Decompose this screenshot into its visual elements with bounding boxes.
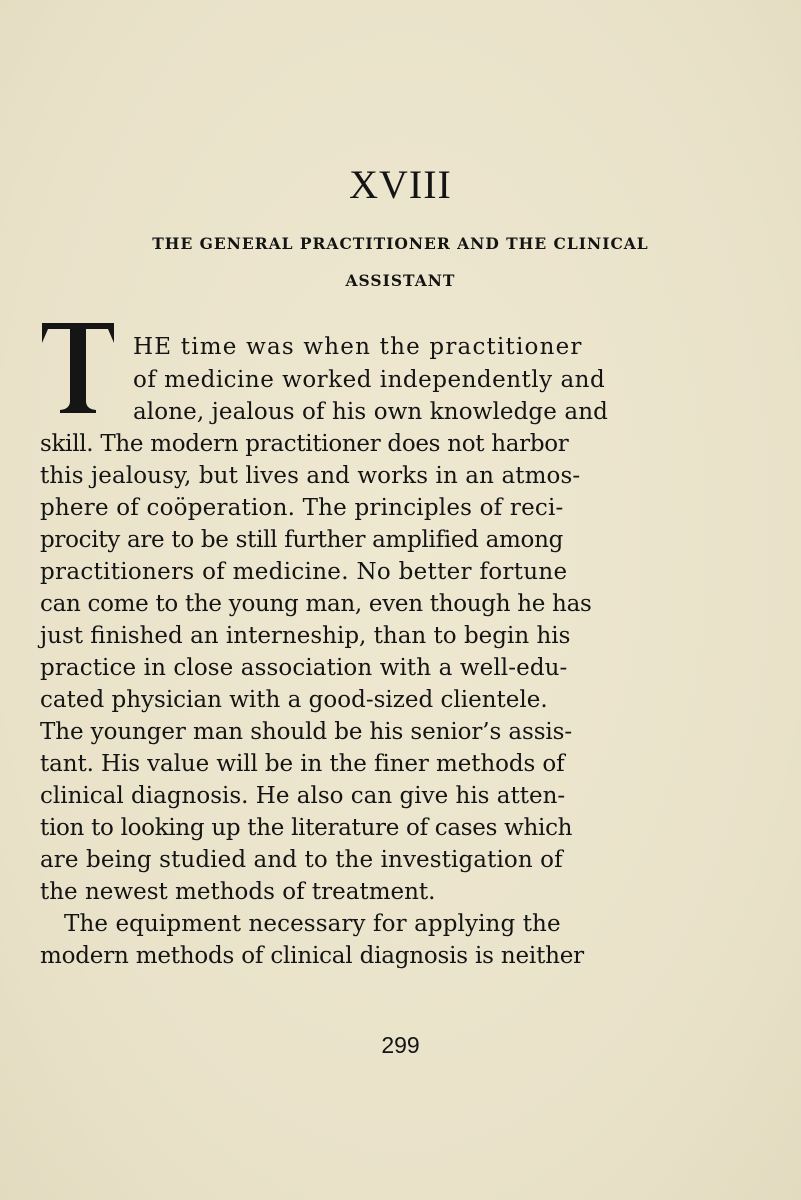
paragraph-1-line-10: just finished an interneship, than to begin his [40, 623, 571, 649]
paragraph-1-line-13: The younger man should be his senior’s assis- [40, 719, 573, 745]
paragraph-1-line-18: the newest methods of treatment. [40, 879, 436, 905]
paragraph-1-line-6: phere of coöperation. The principles of reci- [40, 495, 564, 521]
paragraph-1-line-14: tant. His value will be in the finer methods of [40, 751, 565, 777]
paragraph-1-line-9: can come to the young man, even though he has [40, 591, 592, 617]
paragraph-1-line-7: procity are to be still further amplified among [40, 527, 564, 553]
paragraph-1-line-8: practitioners of medicine. No better fortune [40, 559, 568, 585]
paragraph-1-line-1: HE time was when the practitioner [133, 334, 583, 360]
paragraph-1-line-4: skill. The modern practitioner does not harbor [40, 431, 569, 457]
paragraph-1-line-15: clinical diagnosis. He also can give his atten- [40, 783, 566, 809]
paragraph-1-line-12: cated physician with a good-sized clientele. [40, 687, 548, 713]
paragraph-1-line-3: alone, jealous of his own knowledge and [133, 399, 608, 425]
paragraph-1-line-17: are being studied and to the investigation of [40, 847, 563, 873]
chapter-title-line-1: THE GENERAL PRACTITIONER AND THE CLINICAL [152, 234, 649, 253]
paragraph-1-line-11: practice in close association with a well-edu- [40, 655, 568, 681]
drop-cap-letter [40, 321, 116, 413]
paragraph-1-line-5: this jealousy, but lives and works in an atmos- [40, 463, 581, 489]
paragraph-2-line-1: The equipment necessary for applying the [64, 911, 561, 937]
chapter-number: XVIII [349, 162, 452, 207]
paragraph-1-line-16: tion to looking up the literature of cases which [40, 815, 573, 841]
chapter-title-line-2: ASSISTANT [345, 271, 456, 290]
page-number: 299 [381, 1032, 420, 1058]
paragraph-1-line-2: of medicine worked independently and [133, 367, 606, 393]
paragraph-2-line-2: modern methods of clinical diagnosis is neither [40, 943, 584, 969]
